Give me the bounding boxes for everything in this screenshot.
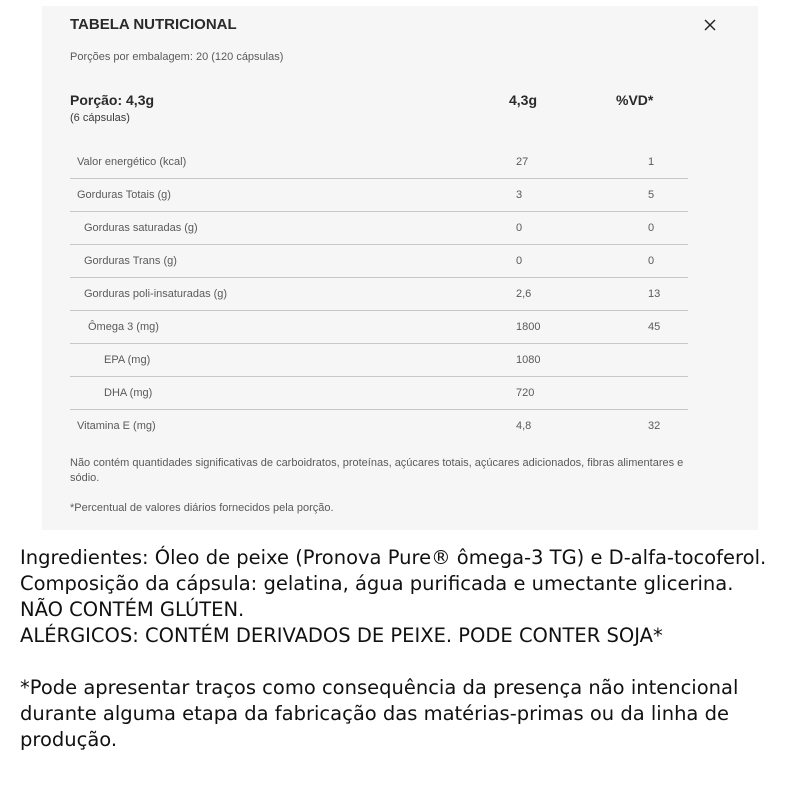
table-row (70, 311, 688, 344)
nutrition-table (70, 146, 688, 443)
nutrient-name: Gorduras saturadas (g) (84, 222, 198, 234)
ingredients-text: Ingredientes: Óleo de peixe (Pronova Pure® ômega-3 TG) e D-alfa-tocoferol. Composição da cápsula: gelatina, água purificada e umectante glicerina. (20, 546, 767, 595)
nutrient-amount: 720 (516, 387, 535, 399)
nutrient-vd: 0 (648, 255, 655, 267)
nutrient-name: Vitamina E (mg) (77, 420, 156, 432)
servings-per-package: Porções por embalagem: 20 (120 cápsulas) (70, 51, 284, 63)
product-info (20, 545, 790, 753)
portion-label: Porção: 4,3g (70, 92, 155, 108)
table-row (70, 377, 688, 410)
nutrient-amount: 2,6 (516, 288, 532, 300)
nutrient-vd: 5 (648, 189, 655, 201)
nutrient-amount: 0 (516, 255, 523, 267)
trace-note: *Pode apresentar traços como consequência da presença não intencional durante alguma etapa da fabricação das matérias-primas ou da linha de produção. (20, 676, 739, 751)
nutrient-vd: 1 (648, 156, 655, 168)
nutrient-amount: 1800 (516, 321, 541, 333)
table-row (70, 212, 688, 245)
table-row (70, 179, 688, 212)
nutrient-name: Ômega 3 (mg) (88, 321, 159, 333)
table-row (70, 245, 688, 278)
nutrient-amount: 4,8 (516, 420, 532, 432)
nutrient-vd: 0 (648, 222, 655, 234)
portion-capsules: (6 cápsulas) (70, 112, 130, 124)
not-significant-note: Não contém quantidades significativas de carboidratos, proteínas, açúcares totais, açúcares adicionados, fibras alimentares e sódio. (70, 457, 684, 484)
nutrient-amount: 1080 (516, 354, 541, 366)
nutrition-table-panel (42, 6, 758, 530)
table-row (70, 410, 688, 443)
column-header-amount: 4,3g (509, 92, 538, 108)
panel-title: TABELA NUTRICIONAL (70, 16, 237, 33)
table-row (70, 278, 688, 311)
daily-value-footnote: *Percentual de valores diários fornecidos pela porção. (70, 502, 334, 514)
table-row (70, 344, 688, 377)
nutrient-name: DHA (mg) (104, 387, 153, 399)
column-header-vd: %VD* (616, 92, 654, 108)
nutrient-name: Gorduras Totais (g) (77, 189, 171, 201)
nutrient-name: Valor energético (kcal) (77, 156, 187, 168)
nutrient-amount: 3 (516, 189, 523, 201)
allergens-statement: ALÉRGICOS: CONTÉM DERIVADOS DE PEIXE. PODE CONTER SOJA* (20, 624, 663, 647)
nutrient-name: Gorduras poli-insaturadas (g) (84, 288, 228, 300)
nutrient-vd: 13 (648, 288, 661, 300)
table-row (70, 146, 688, 179)
close-icon[interactable] (700, 15, 720, 35)
nutrient-amount: 27 (516, 156, 529, 168)
nutrient-vd: 45 (648, 321, 661, 333)
nutrient-name: EPA (mg) (104, 354, 151, 366)
nutrient-vd: 32 (648, 420, 661, 432)
spacer (20, 649, 790, 675)
nutrient-name: Gorduras Trans (g) (84, 255, 177, 267)
nutrient-amount: 0 (516, 222, 523, 234)
gluten-statement: NÃO CONTÉM GLÚTEN. (20, 598, 245, 621)
